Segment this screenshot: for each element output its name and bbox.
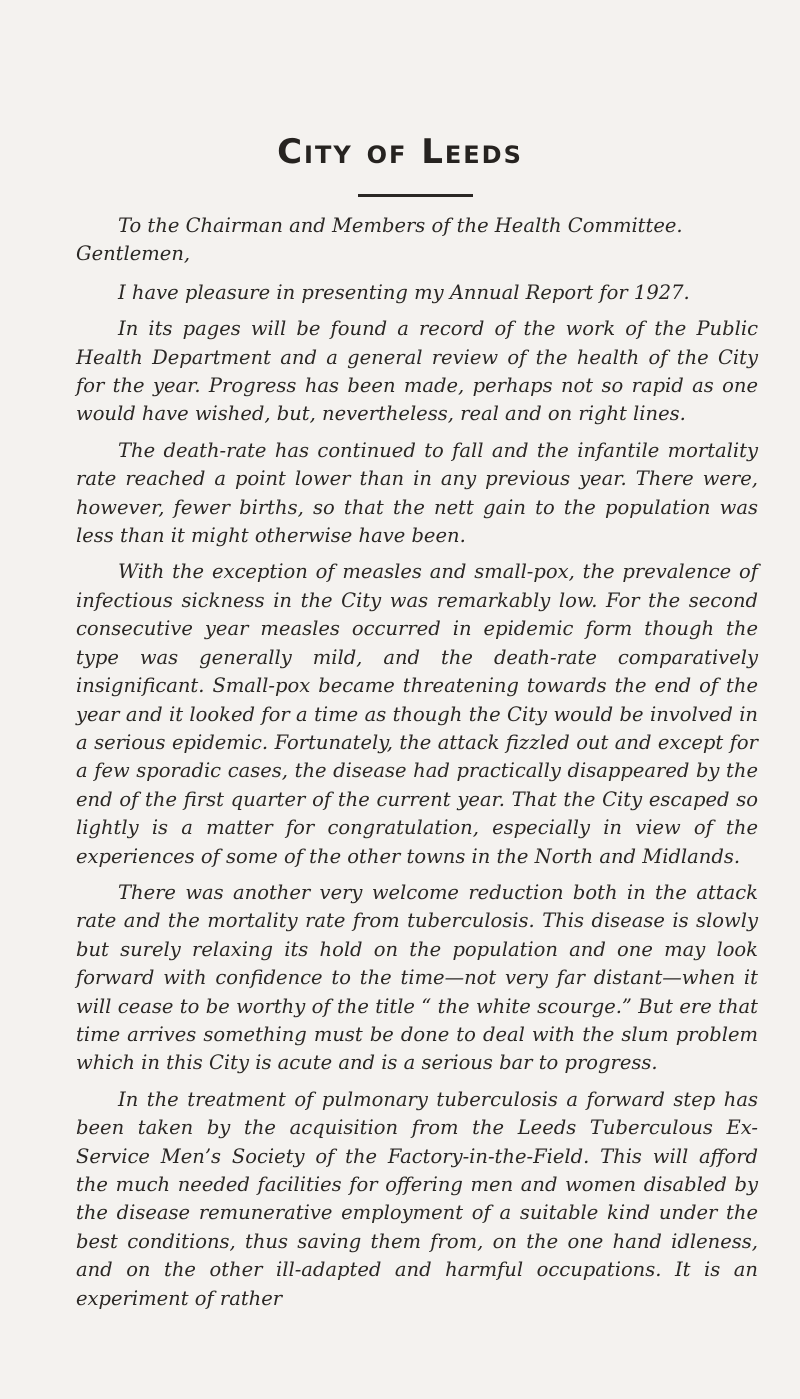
paragraph: There was another very welcome reduction both in the attack rate and the mortality rate from tuberculosis. This disease is slowly but surely relaxing its hold on the population and one may look forward with confidence to the time—not very far distant—when it will cease to be worthy of the title “ the white scourge.” But ere that time arrives something must be done to deal with the slum problem which in this City is acute and is a serious bar to progress. — [76, 880, 758, 1075]
page-title: City of Leeds — [277, 132, 523, 172]
salutation: Gentlemen, — [76, 242, 191, 266]
paragraph: In its pages will be found a record of the work of the Public Health Department and a general review of the health of the City for the year. Progress has been made, perhaps not so rapid as one would have wished, but, nevertheless, real and on right lines. — [76, 317, 758, 426]
title-rule — [358, 194, 473, 197]
letter-body — [76, 212, 758, 1321]
paragraph: With the exception of measles and small-pox, the prevalence of infectious sickness in the City was remarkably low. For the second consecutive year measles occurred in epidemic form though the type was generally mild, and the death-rate comparatively insignificant. Small-pox became threatening towards the end of the year and it looked for a time as though the City would be involved in a serious epidemic. Fortunately, the attack fizzled out and except for a few sporadic cases, the disease had practically disappeared by the end of the first quarter of the current year. That the City escaped so lightly is a matter for congratulation, especially in view of the experiences of some of the other towns in the North and Midlands. — [76, 560, 758, 868]
paragraph: The death-rate has continued to fall and the infantile mortality rate reached a point lower than in any previous year. There were, however, fewer births, so that the nett gain to the population was less than it might otherwise have been. — [76, 438, 758, 548]
paragraph: In the treatment of pulmonary tuberculosis a forward step has been taken by the acquisition from the Leeds Tuberculous Ex-Service Men’s Society of the Factory-in-the-Field. This will afford the much needed facilities for offering men and women disabled by the disease remunerative employment of a suitable kind under the best conditions, thus saving them from, on the one hand idleness, and on the other ill-adapted and harmful occupations. It is an experiment of rather — [76, 1087, 758, 1310]
paragraph: I have pleasure in presenting my Annual Report for 1927. — [118, 280, 690, 304]
addressee-line: To the Chairman and Members of the Health Committee. — [118, 214, 683, 237]
